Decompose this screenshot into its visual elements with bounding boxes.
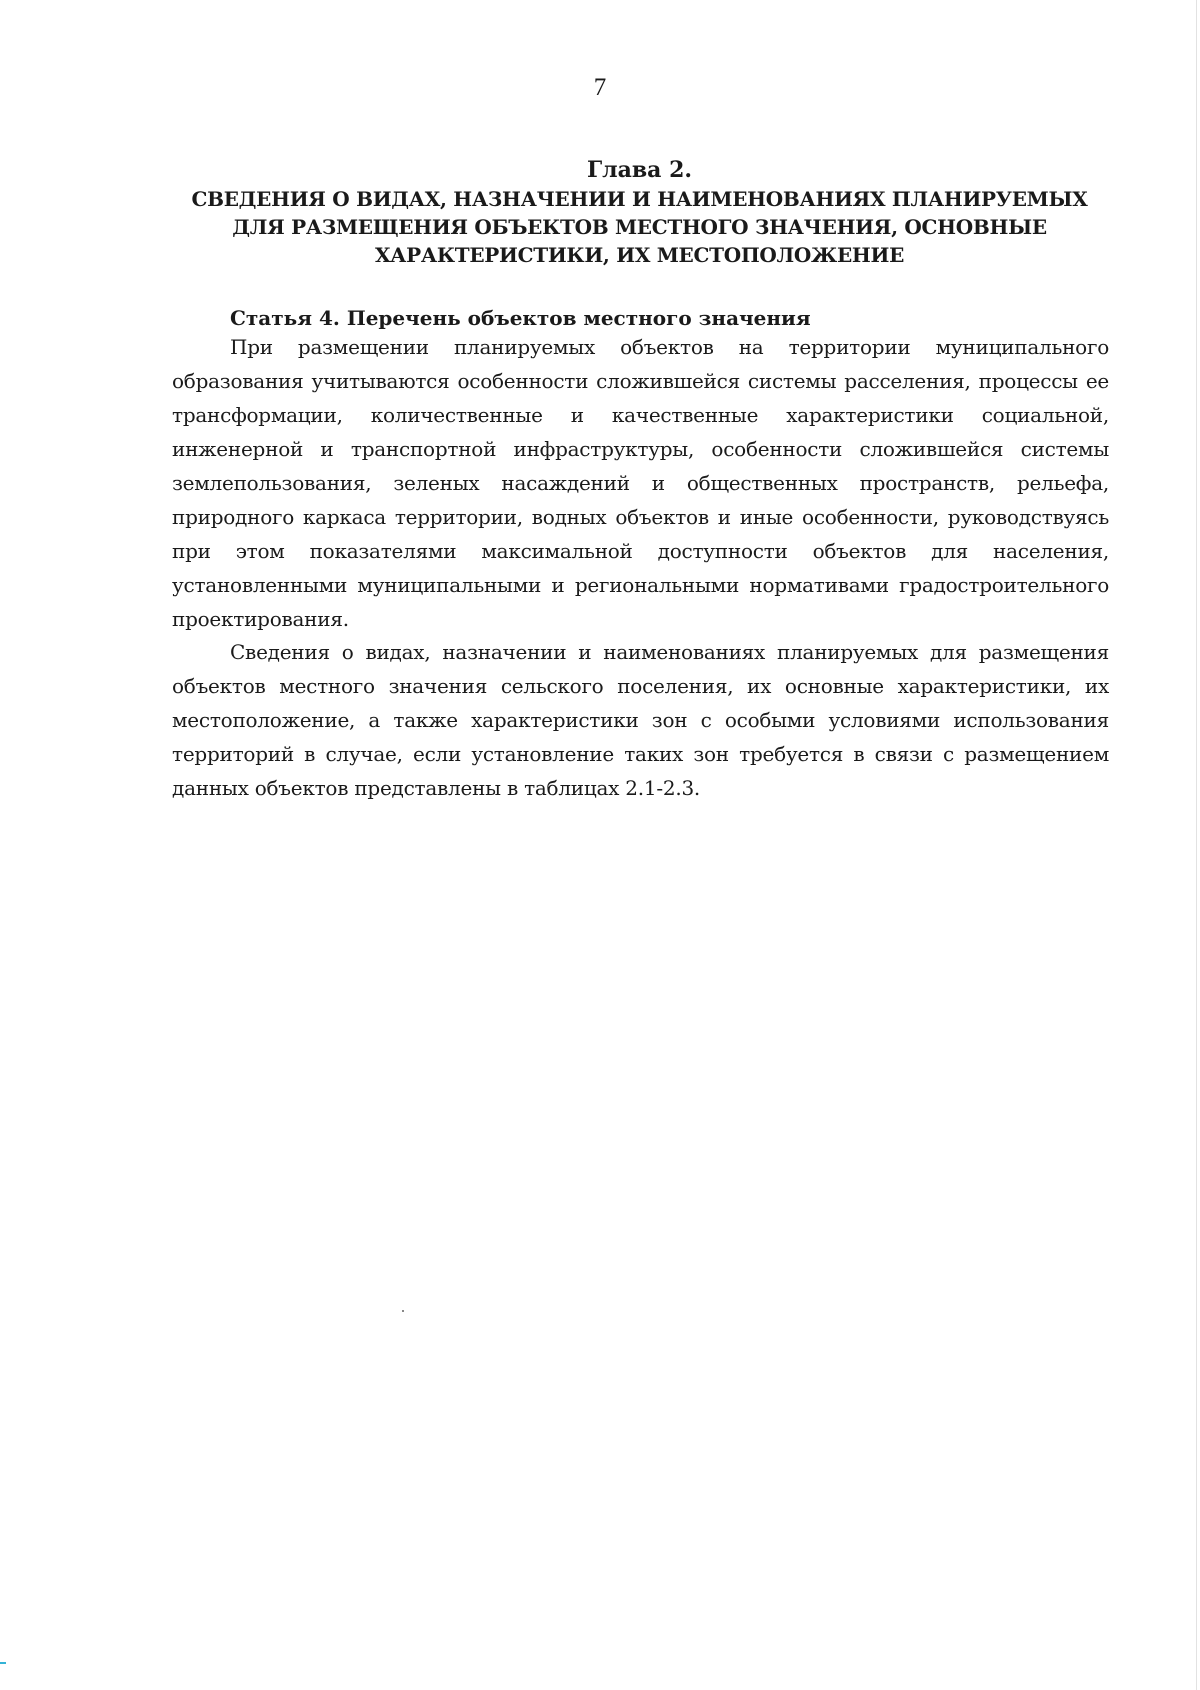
chapter-title xyxy=(172,185,1107,269)
article-title: Статья 4. Перечень объектов местного значения xyxy=(230,306,811,330)
paragraph-text: При размещении планируемых объектов на территории муниципального образования учитываются особенности сложившейся системы расселения, процессы ее трансформации, количественные и качественные характеристики социальной, инженерной и транспортной инфраструктуры, особенности сложившейся системы землепользования, зеленых насаждений и общественных пространств, рельефа, природного каркаса территории, водных объектов и иные особенности, руководствуясь при этом показателями максимальной доступности объектов для населения, установленными муниципальными и региональными нормативами градостроительного проектирования. xyxy=(172,335,1109,631)
article-body-paragraph-2 xyxy=(172,635,1109,805)
page-number: 7 xyxy=(593,74,607,101)
chapter-title-line-3: ХАРАКТЕРИСТИКИ, ИХ МЕСТОПОЛОЖЕНИЕ xyxy=(374,243,905,267)
chapter-title-line-1: СВЕДЕНИЯ О ВИДАХ, НАЗНАЧЕНИИ И НАИМЕНОВАНИЯХ ПЛАНИРУЕМЫХ xyxy=(191,187,1088,211)
chapter-title-line-2: ДЛЯ РАЗМЕЩЕНИЯ ОБЪЕКТОВ МЕСТНОГО ЗНАЧЕНИЯ, ОСНОВНЫЕ xyxy=(232,215,1047,239)
scan-speck xyxy=(402,1310,404,1312)
article-body-paragraph-1 xyxy=(172,330,1109,636)
scan-edge-line xyxy=(1196,0,1197,1690)
chapter-number: Глава 2. xyxy=(586,157,693,183)
scan-margin-tick xyxy=(0,1662,6,1664)
paragraph-text: Сведения о видах, назначении и наименованиях планируемых для размещения объектов местного значения сельского поселения, их основные характеристики, их местоположение, а также характеристики зон с особыми условиями использования территорий в случае, если установление таких зон требуется в связи с размещением данных объектов представлены в таблицах 2.1-2.3. xyxy=(172,640,1109,800)
chapter-heading xyxy=(172,155,1107,269)
